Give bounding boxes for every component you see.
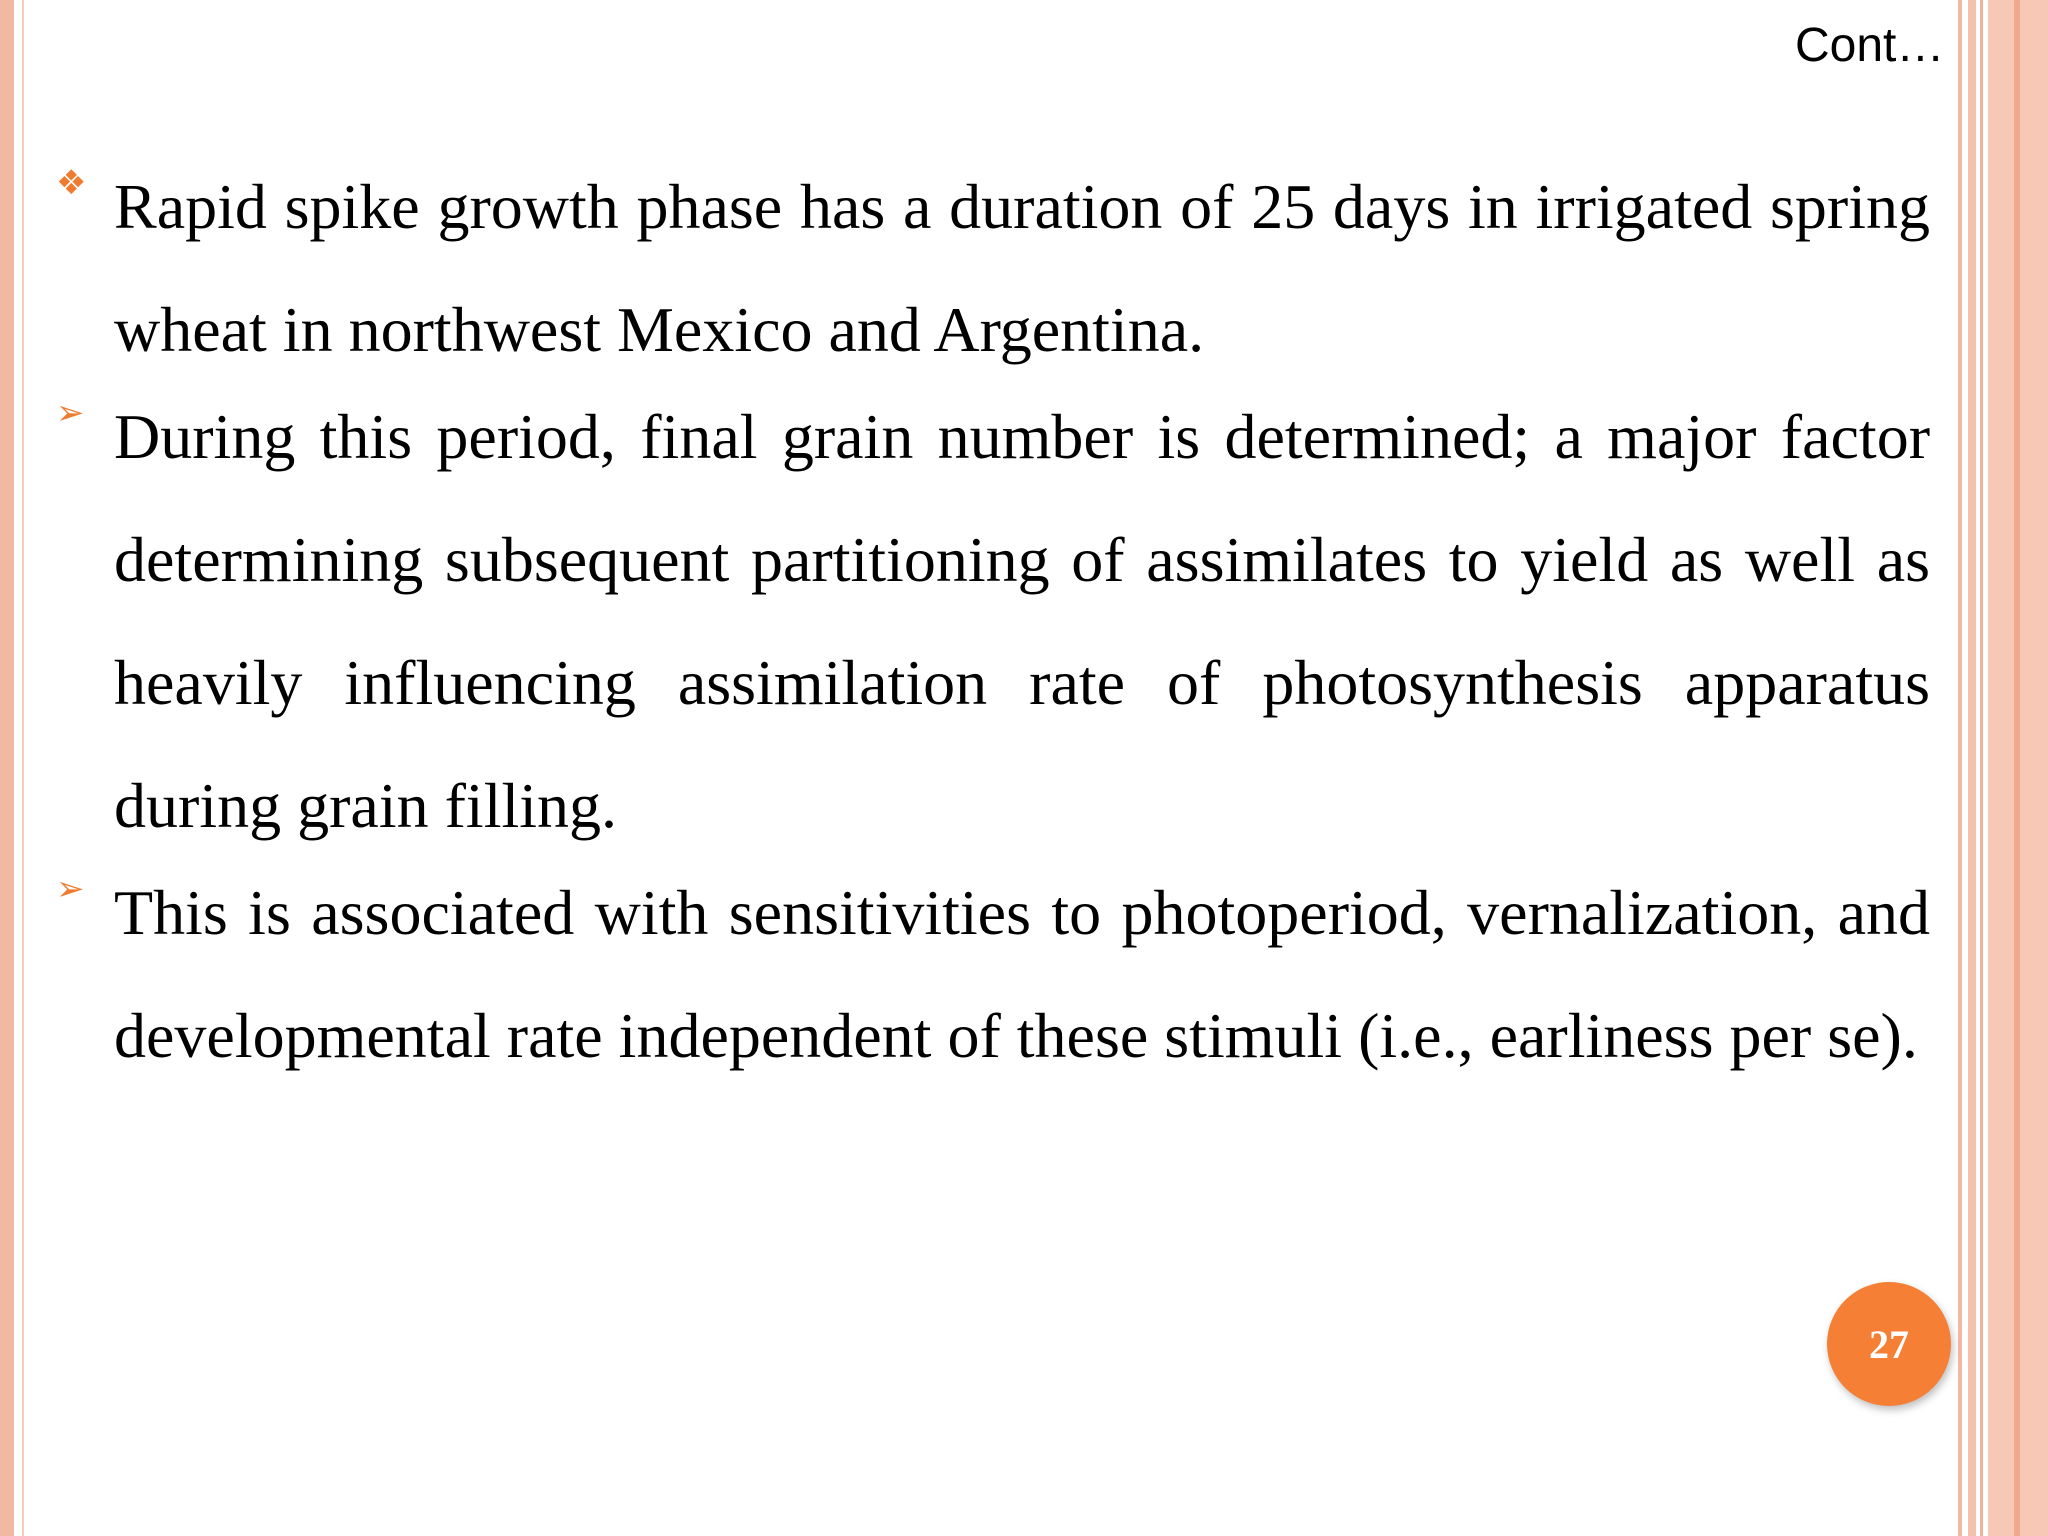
page-number: 27 bbox=[1869, 1321, 1909, 1367]
bullet-item bbox=[56, 145, 1930, 391]
bullet-text: During this period, final grain number is determined; a major factor determining subsequent partitioning of assimilates to yield as well as heavily influencing assimilation rate of photosynthesis apparatus during grain filling. bbox=[114, 401, 1930, 841]
right-border-stripe bbox=[1980, 0, 1983, 1536]
page-number-badge bbox=[1827, 1282, 1951, 1406]
bullet-text: This is associated with sensitivities to photoperiod, vernalization, and developmental rate independent of these stimuli (i.e., earliness per se). bbox=[114, 877, 1930, 1071]
right-border-stripe bbox=[2014, 0, 2020, 1536]
continuation-label: Cont… bbox=[1795, 19, 1945, 72]
right-border-frame bbox=[1958, 0, 2048, 1536]
left-border-bar bbox=[0, 0, 14, 1536]
bullet-text: Rapid spike growth phase has a duration of 25 days in irrigated spring wheat in northwest Mexico and Argentina. bbox=[114, 171, 1930, 365]
bullet-item bbox=[56, 375, 1930, 867]
bullet-item bbox=[56, 851, 1930, 1097]
left-border-line bbox=[22, 0, 24, 1536]
right-border-stripe bbox=[1958, 0, 1962, 1536]
arrowhead-icon: ➢ bbox=[56, 869, 85, 909]
arrowhead-icon: ➢ bbox=[56, 393, 85, 433]
right-border-stripe bbox=[1968, 0, 1976, 1536]
bullet-list bbox=[56, 163, 1930, 1097]
diamond-cluster-icon: ❖ bbox=[56, 163, 87, 203]
